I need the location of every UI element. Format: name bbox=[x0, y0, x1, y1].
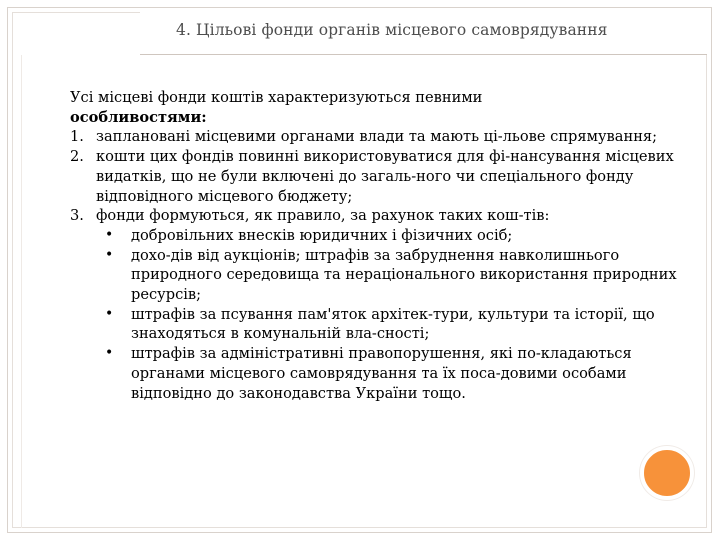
list-item-3 bbox=[70, 206, 690, 403]
accent-circle bbox=[640, 446, 694, 500]
intro-bold: особливостями: bbox=[70, 108, 207, 126]
intro-text: Усі місцеві фонди коштів характеризуються певними bbox=[70, 89, 483, 106]
list-number: 3. bbox=[70, 207, 84, 225]
list-item-text: фонди формуються, як правило, за рахунок таких кош-тів: bbox=[96, 207, 550, 225]
list-item-text: кошти цих фондів повинні використовуватися для фі-нансування місцевих видатків, що не були включені до загаль-ного чи спеціального фонду відповідного місцевого бюджету; bbox=[96, 148, 674, 205]
title-underline bbox=[140, 54, 707, 55]
sublist-item bbox=[96, 344, 690, 403]
bullet-icon: • bbox=[105, 305, 114, 322]
sublist-item bbox=[96, 226, 690, 246]
list-number: 2. bbox=[70, 148, 84, 166]
slide-title: 4. Цільові фонди органів місцевого самоврядування bbox=[176, 21, 608, 39]
sublist-item-text: штрафів за псування пам'яток архітек-тури, культури та історії, що знаходяться в комунальній вла-сності; bbox=[131, 305, 655, 343]
intro-paragraph bbox=[70, 88, 690, 127]
slide-body bbox=[70, 88, 690, 403]
bullet-icon: • bbox=[105, 226, 114, 243]
list-item-2 bbox=[70, 147, 690, 206]
sources-sublist bbox=[96, 226, 690, 403]
sublist-item-text: штрафів за адміністративні правопорушення, які по-кладаються органами місцевого самоврядування та їх поса-довими особами відповідно до законодавства України тощо. bbox=[131, 345, 632, 402]
bullet-icon: • bbox=[105, 246, 114, 263]
list-item-1 bbox=[70, 127, 690, 147]
sublist-item-text: дохо-дів від аукціонів; штрафів за забруднення навколишнього природного середовища та нераціонального використання природних ресурсів; bbox=[131, 246, 677, 304]
left-decor-rule bbox=[21, 55, 22, 528]
list-item-text: заплановані місцевими органами влади та мають ці-льове спрямування; bbox=[96, 128, 658, 146]
features-list bbox=[70, 127, 690, 403]
bullet-icon: • bbox=[105, 345, 114, 362]
sublist-item-text: добровільних внесків юридичних і фізичних осіб; bbox=[131, 226, 513, 244]
sublist-item bbox=[96, 305, 690, 344]
sublist-item bbox=[96, 246, 690, 305]
list-number: 1. bbox=[70, 128, 84, 146]
